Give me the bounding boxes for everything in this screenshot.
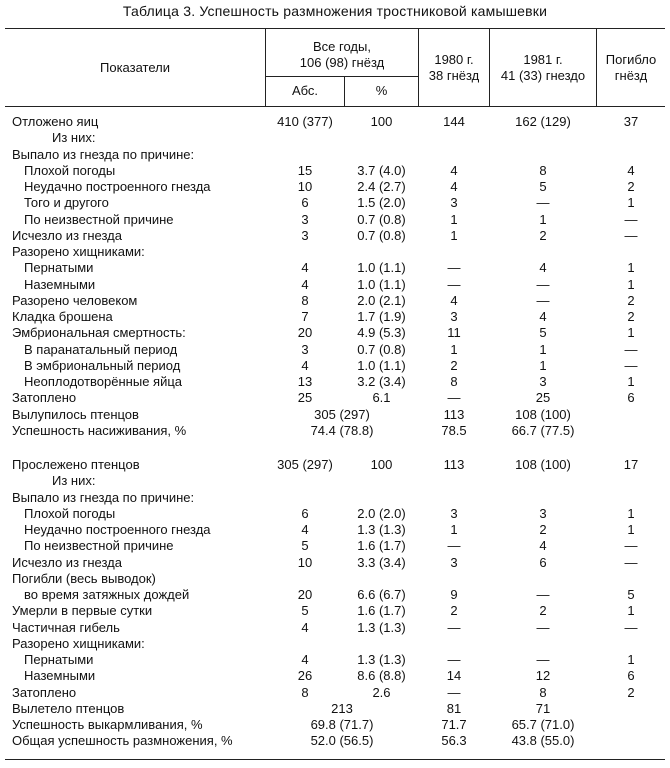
cell-1981: —	[536, 292, 550, 308]
cell-1980: —	[447, 538, 461, 554]
row-label: Плохой погоды	[24, 505, 116, 521]
cell-pct: 1.0 (1.1)	[357, 276, 406, 292]
cell-lost-nests: 1	[627, 652, 635, 667]
cell-1981: 1	[539, 341, 547, 357]
row-label: Умерли в первые сутки	[12, 603, 153, 619]
cell-1980: 3	[450, 554, 458, 570]
table-row	[0, 147, 670, 163]
cell-all-years: 74.4 (78.8)	[310, 422, 374, 438]
table-row	[0, 212, 670, 228]
cell-pct: 3.7 (4.0)	[357, 162, 406, 178]
row-label: Разорено человеком	[12, 292, 138, 308]
cell-1980: 1	[450, 522, 458, 537]
cell-1980: 4	[450, 179, 458, 194]
cell-pct: 3.2 (3.4)	[357, 374, 406, 389]
cell-lost-nests: 5	[627, 587, 635, 602]
table-row	[0, 603, 670, 619]
table-row	[0, 733, 670, 749]
cell-pct: 2.0 (2.1)	[357, 292, 406, 308]
table-row	[0, 293, 670, 309]
table-row	[0, 390, 670, 406]
cell-1980: 4	[450, 162, 458, 178]
cell-1981: 2	[539, 522, 547, 537]
cell-1980: 1	[450, 341, 458, 357]
cell-pct: 3.3 (3.4)	[357, 554, 406, 570]
header-lost-nests: Погибло гнёзд	[605, 52, 657, 83]
header-1980: 1980 г. 38 гнёзд	[428, 52, 480, 83]
cell-pct: 2.6	[372, 684, 391, 700]
cell-abs: 20	[297, 325, 313, 341]
table-row	[0, 423, 670, 439]
table-row	[0, 668, 670, 684]
cell-abs: 5	[301, 538, 309, 554]
row-label: Эмбриональная смертность:	[12, 325, 186, 341]
row-label: Выпало из гнезда по причине:	[12, 489, 195, 505]
cell-1981: 108 (100)	[515, 457, 571, 472]
cell-pct: 100	[370, 457, 393, 472]
row-label: Из них:	[52, 130, 96, 146]
row-label: Отложено яиц	[12, 114, 99, 129]
cell-pct: 1.5 (2.0)	[357, 195, 406, 211]
row-label: Прослежено птенцов	[12, 457, 140, 472]
cell-abs: 3	[301, 227, 309, 243]
row-label: Затоплено	[12, 390, 77, 406]
row-label: Наземными	[24, 668, 96, 684]
cell-abs: 305 (297)	[277, 457, 333, 472]
row-label: Плохой погоды	[24, 162, 116, 178]
cell-lost-nests: —	[624, 619, 638, 635]
header-bottom-rule	[5, 106, 665, 107]
cell-lost-nests: 1	[627, 276, 635, 292]
header-subrule	[265, 76, 418, 77]
cell-abs: 3	[301, 341, 309, 357]
cell-1980: 71.7	[441, 717, 467, 732]
cell-lost-nests: 37	[623, 114, 639, 129]
cell-all-years: 69.8 (71.7)	[310, 717, 374, 732]
row-label: Выпало из гнезда по причине:	[12, 146, 195, 162]
cell-1981: 162 (129)	[515, 114, 571, 129]
header-abs: Абс.	[291, 83, 319, 98]
cell-1980: —	[447, 652, 461, 667]
cell-1980: 78.5	[441, 422, 467, 438]
cell-abs: 13	[297, 374, 313, 389]
table-row	[0, 555, 670, 571]
cell-lost-nests: —	[624, 227, 638, 243]
table-row	[0, 522, 670, 538]
row-label: Того и другого	[24, 195, 109, 211]
cell-abs: 4	[301, 276, 309, 292]
cell-1981: —	[536, 276, 550, 292]
cell-lost-nests: 1	[627, 603, 635, 619]
cell-pct: 1.0 (1.1)	[357, 260, 406, 276]
cell-1980: 2	[450, 357, 458, 373]
cell-all-years: 52.0 (56.5)	[310, 733, 374, 749]
cell-1981: 1	[539, 211, 547, 227]
cell-1980: 3	[450, 505, 458, 521]
cell-1981: 66.7 (77.5)	[511, 422, 575, 438]
table-row	[0, 490, 670, 506]
cell-all-years: 305 (297)	[314, 406, 370, 422]
table-row	[0, 277, 670, 293]
cell-1981: 4	[539, 538, 547, 554]
cell-1980: 81	[446, 700, 462, 716]
cell-pct: 1.0 (1.1)	[357, 357, 406, 373]
cell-abs: 25	[297, 390, 313, 406]
cell-1981: 8	[539, 162, 547, 178]
cell-lost-nests: 6	[627, 668, 635, 684]
cell-1980: 144	[443, 114, 465, 129]
table-row	[0, 228, 670, 244]
cell-1980: 9	[450, 587, 458, 602]
table-row	[0, 325, 670, 341]
cell-pct: 0.7 (0.8)	[357, 341, 406, 357]
cell-pct: 2.0 (2.0)	[357, 505, 406, 521]
cell-1980: —	[447, 276, 461, 292]
cell-abs: 4	[301, 522, 309, 537]
row-label: Наземными	[24, 276, 96, 292]
cell-1980: 2	[450, 603, 458, 619]
cell-pct: 6.1	[372, 390, 391, 406]
cell-1981: —	[536, 195, 550, 211]
cell-1980: 8	[450, 374, 458, 389]
cell-abs: 4	[301, 357, 309, 373]
row-label: Вылупилось птенцов	[12, 406, 139, 422]
cell-lost-nests: —	[624, 554, 638, 570]
cell-abs: 15	[297, 162, 313, 178]
table-row	[0, 620, 670, 636]
cell-abs: 8	[301, 292, 309, 308]
table-row	[0, 538, 670, 554]
cell-pct: 0.7 (0.8)	[357, 227, 406, 243]
cell-1980: —	[447, 619, 461, 635]
cell-lost-nests: 2	[627, 309, 635, 324]
cell-abs: 5	[301, 603, 309, 619]
cell-1980: 1	[450, 211, 458, 227]
cell-lost-nests: 1	[627, 195, 635, 211]
table-row	[0, 701, 670, 717]
cell-abs: 4	[301, 260, 309, 276]
cell-abs: 6	[301, 195, 309, 211]
cell-1980: 4	[450, 292, 458, 308]
table-row	[0, 717, 670, 733]
header-all-years: Все годы, 106 (98) гнёзд	[299, 39, 385, 70]
cell-abs: 7	[301, 309, 309, 324]
cell-1981: 65.7 (71.0)	[511, 717, 575, 732]
bottom-rule	[5, 759, 665, 760]
cell-pct: 0.7 (0.8)	[357, 211, 406, 227]
cell-pct: 1.3 (1.3)	[357, 619, 406, 635]
row-label: В паранатальный период	[24, 341, 178, 357]
cell-lost-nests: 2	[627, 292, 635, 308]
cell-1980: 56.3	[441, 733, 467, 749]
cell-1981: —	[536, 652, 550, 667]
cell-1980: 1	[450, 227, 458, 243]
cell-1981: 4	[539, 309, 547, 324]
cell-pct: 100	[370, 114, 393, 129]
cell-lost-nests: 2	[627, 684, 635, 700]
cell-abs: 410 (377)	[277, 114, 333, 129]
cell-pct: 1.7 (1.9)	[357, 309, 406, 324]
cell-1981: 2	[539, 227, 547, 243]
row-label: Успешность насиживания, %	[12, 422, 187, 438]
table-row	[0, 260, 670, 276]
table-row	[0, 244, 670, 260]
table-row	[0, 506, 670, 522]
cell-1980: 113	[443, 406, 465, 422]
table-row	[0, 130, 670, 146]
cell-lost-nests: —	[624, 211, 638, 227]
cell-pct: 1.3 (1.3)	[357, 522, 406, 537]
cell-abs: 20	[297, 587, 313, 602]
table-row	[0, 195, 670, 211]
row-label: Исчезло из гнезда	[12, 554, 122, 570]
row-label: Исчезло из гнезда	[12, 227, 122, 243]
cell-1980: 11	[447, 325, 461, 341]
row-label: Разорено хищниками:	[12, 635, 145, 651]
row-label: Пернатыми	[24, 652, 94, 667]
cell-all-years: 213	[331, 700, 353, 716]
cell-1981: 1	[539, 357, 547, 373]
cell-lost-nests: —	[624, 357, 638, 373]
cell-1981: 8	[539, 684, 547, 700]
table-row	[0, 179, 670, 195]
row-label: Погибли (весь выводок)	[12, 570, 156, 586]
cell-1981: 25	[535, 390, 551, 406]
cell-pct: 2.4 (2.7)	[357, 179, 406, 194]
cell-pct: 6.6 (6.7)	[357, 587, 406, 602]
table-row	[0, 114, 670, 130]
cell-lost-nests: 1	[627, 522, 635, 537]
header-pct: %	[375, 83, 388, 98]
cell-lost-nests: 4	[627, 162, 635, 178]
row-label: во время затяжных дождей	[24, 587, 190, 602]
cell-abs: 4	[301, 619, 309, 635]
row-label: Неудачно построенного гнезда	[24, 522, 211, 537]
cell-1980: —	[447, 260, 461, 276]
cell-1981: 108 (100)	[515, 406, 571, 422]
cell-lost-nests: —	[624, 538, 638, 554]
table-row	[0, 163, 670, 179]
top-rule	[5, 28, 665, 29]
cell-lost-nests: 2	[627, 179, 635, 194]
row-label: Затоплено	[12, 684, 77, 700]
cell-pct: 8.6 (8.8)	[357, 668, 406, 684]
row-label: Разорено хищниками:	[12, 244, 145, 259]
table-title: Таблица 3. Успешность размножения тростниковой камышевки	[122, 3, 548, 19]
cell-1980: 14	[446, 668, 462, 684]
row-label: Пернатыми	[24, 260, 94, 276]
cell-1981: 6	[539, 554, 547, 570]
cell-1980: 113	[443, 457, 465, 472]
cell-abs: 26	[297, 668, 313, 684]
cell-1981: 3	[539, 505, 547, 521]
table-row	[0, 358, 670, 374]
cell-lost-nests: 1	[627, 374, 635, 389]
cell-abs: 10	[297, 554, 313, 570]
table-row	[0, 342, 670, 358]
cell-pct: 4.9 (5.3)	[357, 325, 406, 341]
cell-pct: 1.6 (1.7)	[357, 538, 406, 554]
table-row	[0, 652, 670, 668]
cell-abs: 3	[301, 211, 309, 227]
row-label: По неизвестной причине	[24, 538, 174, 554]
cell-1980: 3	[450, 195, 458, 211]
row-label: Из них:	[52, 473, 96, 489]
row-label: Неоплодотворённые яйца	[24, 374, 183, 389]
row-label: Общая успешность размножения, %	[12, 733, 233, 749]
row-label: В эмбриональный период	[24, 357, 181, 373]
row-label: Успешность выкармливания, %	[12, 717, 203, 732]
cell-1981: 12	[535, 668, 551, 684]
cell-1981: —	[536, 587, 550, 602]
cell-lost-nests: 17	[623, 457, 639, 472]
cell-abs: 6	[301, 505, 309, 521]
table-row	[0, 587, 670, 603]
table-row	[0, 636, 670, 652]
cell-1981: 4	[539, 260, 547, 276]
cell-1981: 3	[539, 374, 547, 389]
table-row	[0, 309, 670, 325]
cell-1980: —	[447, 684, 461, 700]
cell-1981: 2	[539, 603, 547, 619]
row-label: Вылетело птенцов	[12, 700, 125, 716]
cell-pct: 1.6 (1.7)	[357, 603, 406, 619]
cell-1981: —	[536, 619, 550, 635]
cell-lost-nests: 6	[627, 390, 635, 406]
row-label: Частичная гибель	[12, 619, 120, 635]
table-row	[0, 571, 670, 587]
cell-1981: 5	[539, 325, 547, 341]
cell-1980: —	[447, 390, 461, 406]
table-row	[0, 457, 670, 473]
table-row	[0, 473, 670, 489]
cell-abs: 8	[301, 684, 309, 700]
table-row	[0, 407, 670, 423]
row-label: Кладка брошена	[12, 309, 113, 324]
cell-abs: 4	[301, 652, 309, 667]
cell-1981: 43.8 (55.0)	[511, 733, 575, 749]
header-indicators: Показатели	[100, 60, 170, 75]
cell-lost-nests: 1	[627, 325, 635, 341]
row-label: По неизвестной причине	[24, 211, 174, 227]
cell-lost-nests: 1	[627, 260, 635, 276]
header-1981: 1981 г. 41 (33) гнездо	[500, 52, 586, 83]
cell-1981: 71	[535, 700, 551, 716]
cell-1981: 5	[539, 179, 547, 194]
cell-abs: 10	[297, 179, 313, 194]
table-row	[0, 374, 670, 390]
cell-lost-nests: —	[624, 341, 638, 357]
table-row	[0, 685, 670, 701]
cell-pct: 1.3 (1.3)	[357, 652, 406, 667]
cell-1980: 3	[450, 309, 458, 324]
cell-lost-nests: 1	[627, 505, 635, 521]
row-label: Неудачно построенного гнезда	[24, 179, 211, 194]
